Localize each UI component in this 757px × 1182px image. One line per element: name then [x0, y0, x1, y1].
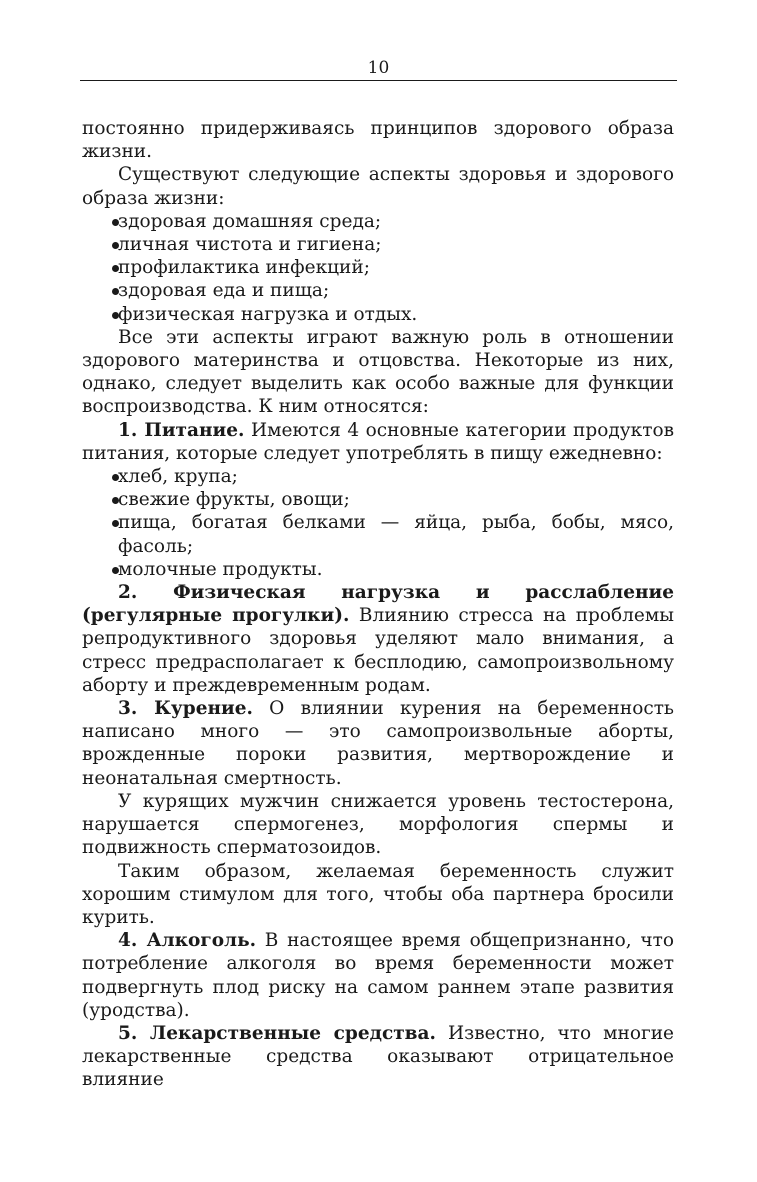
list-item: хлеб, крупа; [118, 466, 238, 488]
page-number: 10 [367, 58, 390, 78]
list-item: здоровая домашняя среда; [118, 210, 382, 232]
paragraph-continuation: постоянно придерживаясь принципов здорового образа жизни. [82, 118, 674, 163]
list-item: профилактика инфекций; [118, 257, 370, 279]
section-heading: 1. Питание. [118, 419, 245, 441]
section-nutrition: 1. Питание. Имеются 4 основные категории продуктов питания, которые следует употреблять в пищу ежедневно: [82, 419, 674, 464]
paragraph-aspects-role: Все эти аспекты играют важную роль в отношении здорового материнства и отцовства. Некоторые из них, однако, следует выделить как особо важные для функции воспроизводства. К ним относятся: [82, 326, 674, 418]
food-list [82, 465, 674, 581]
paragraph-aspects-intro: Существуют следующие аспекты здоровья и здорового образа жизни: [82, 164, 674, 209]
aspects-list [82, 210, 674, 326]
list-item: здоровая еда и пища; [118, 280, 330, 302]
header-rule [80, 80, 677, 81]
list-item: свежие фрукты, овощи; [118, 489, 350, 511]
section-physical-activity: 2. Физическая нагрузка и расслабление (регулярные прогулки). Влиянию стресса на проблемы репродуктивного здоровья уделяют мало внимания, а стресс предрасполагает к бесплодию, самопроизвольному аборту и преждевременным родам. [82, 582, 674, 696]
paragraph-smoking-men: У курящих мужчин снижается уровень тестостерона, нарушается спермогенез, морфология спермы и подвижность сперматозоидов. [82, 790, 674, 859]
section-heading: 3. Курение. [118, 698, 253, 720]
list-item: физическая нагрузка и отдых. [118, 303, 418, 325]
section-heading: 2. Физическая нагрузка и расслабление (регулярные прогулки). [82, 582, 674, 627]
list-item: личная чистота и гигиена; [118, 234, 382, 256]
section-heading: 4. Алкоголь. [118, 930, 257, 952]
section-smoking: 3. Курение. О влиянии курения на беременность написано много — это самопроизвольные аборты, врожденные пороки развития, мертворождение и неонатальная смертность. [82, 698, 674, 789]
list-item: пища, богатая белками — яйца, рыба, бобы, мясо, фасоль; [118, 512, 674, 557]
paragraph-smoking-conclusion: Таким образом, желаемая беременность служит хорошим стимулом для того, чтобы оба партнера бросили курить. [82, 860, 674, 928]
section-alcohol: 4. Алкоголь. В настоящее время общепризнанно, что потребление алкоголя во время беременности может подвергнуть плод риску на самом раннем этапе развития (уродства). [82, 930, 674, 1021]
page-body [82, 117, 674, 1092]
section-medicines: 5. Лекарственные средства. Известно, что многие лекарственные средства оказывают отрицательное влияние [82, 1022, 674, 1091]
list-item: молочные продукты. [118, 558, 323, 580]
section-heading: 5. Лекарственные средства. [118, 1022, 436, 1044]
